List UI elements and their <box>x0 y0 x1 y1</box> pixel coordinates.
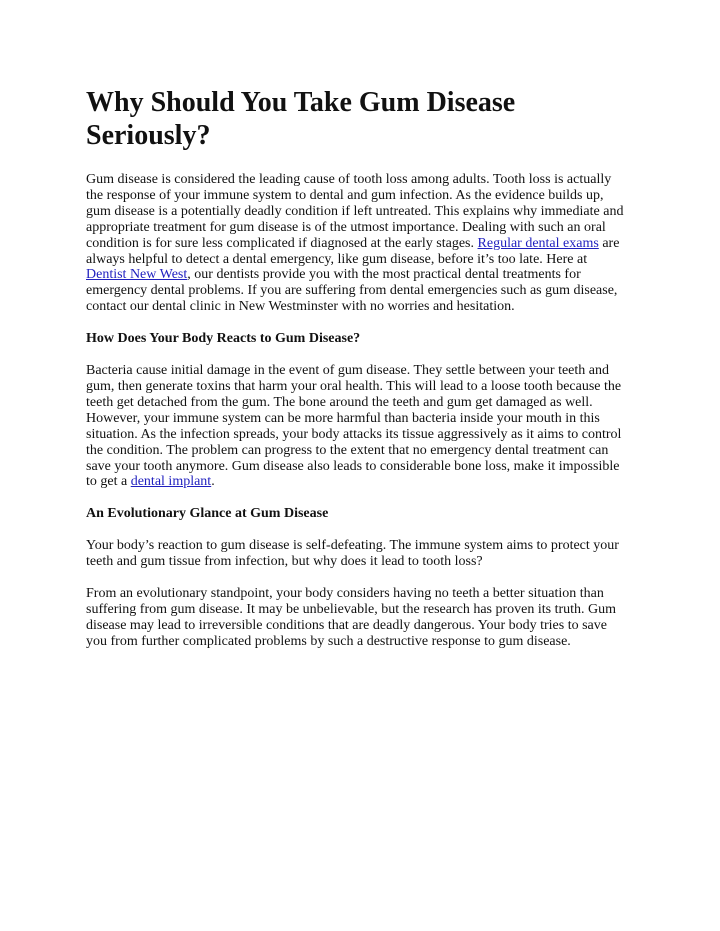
section-heading-body-reacts: How Does Your Body Reacts to Gum Disease? <box>86 331 361 347</box>
page-title: Why Should You Take Gum Disease Seriously? <box>86 87 516 151</box>
dentist-new-west-link[interactable]: Dentist New West <box>86 267 188 283</box>
intro-paragraph <box>86 172 631 315</box>
evolutionary-paragraph-2: From an evolutionary standpoint, your body considers having no teeth a better situation than suffering from gum disease. It may be unbelievable, but the research has proven its truth. Gum disease may lead to irreversible conditions that are deadly dangerous. Your body tries to save you from further complicated problems by such a destructive response to gum disease. <box>86 586 617 649</box>
section-heading-evolutionary: An Evolutionary Glance at Gum Disease <box>86 506 329 522</box>
evolutionary-paragraph-1: Your body’s reaction to gum disease is self-defeating. The immune system aims to protect your teeth and gum tissue from infection, but why does it lead to tooth loss? <box>86 538 619 570</box>
regular-dental-exams-link[interactable]: Regular dental exams <box>477 235 599 251</box>
body-reacts-paragraph <box>86 363 631 490</box>
body-reacts-end: . <box>211 474 215 490</box>
document-page <box>86 86 631 650</box>
intro-text-1: Gum disease is considered the leading cause of tooth loss among adults. Tooth loss is actually the response of your immune system to dental and gum infection. As the evidence builds up, gum disease is a potentially deadly condition if left untreated. This explains why immediate and appropriate treatment for gum disease is of the utmost importance. Dealing with such an oral condition is for sure less complicated if diagnosed at the early stages. <box>86 172 624 251</box>
body-reacts-text: Bacteria cause initial damage in the event of gum disease. They settle between your teeth and gum, then generate toxins that harm your oral health. This will lead to a loose tooth because the teeth get detached from the gum. The bone around the teeth and gum get damaged as well. However, your immune system can be more harmful than bacteria inside your mouth in this situation. As the infection spreads, your body attacks its tissue aggressively as it aims to control the condition. The problem can progress to the extent that no emergency dental treatment can save your tooth anymore. Gum disease also leads to considerable bone loss, make it impossible to get a <box>86 363 622 490</box>
dental-implant-link[interactable]: dental implant <box>130 474 212 490</box>
intro-text-2: are always helpful to detect a dental emergency, like gum disease, before it’s too late. Here at <box>86 235 620 267</box>
intro-text-3: , our dentists provide you with the most practical dental treatments for emergency dental problems. If you are suffering from dental emergencies such as gum disease, contact our dental clinic in New Westminster with no worries and hesitation. <box>86 267 618 315</box>
